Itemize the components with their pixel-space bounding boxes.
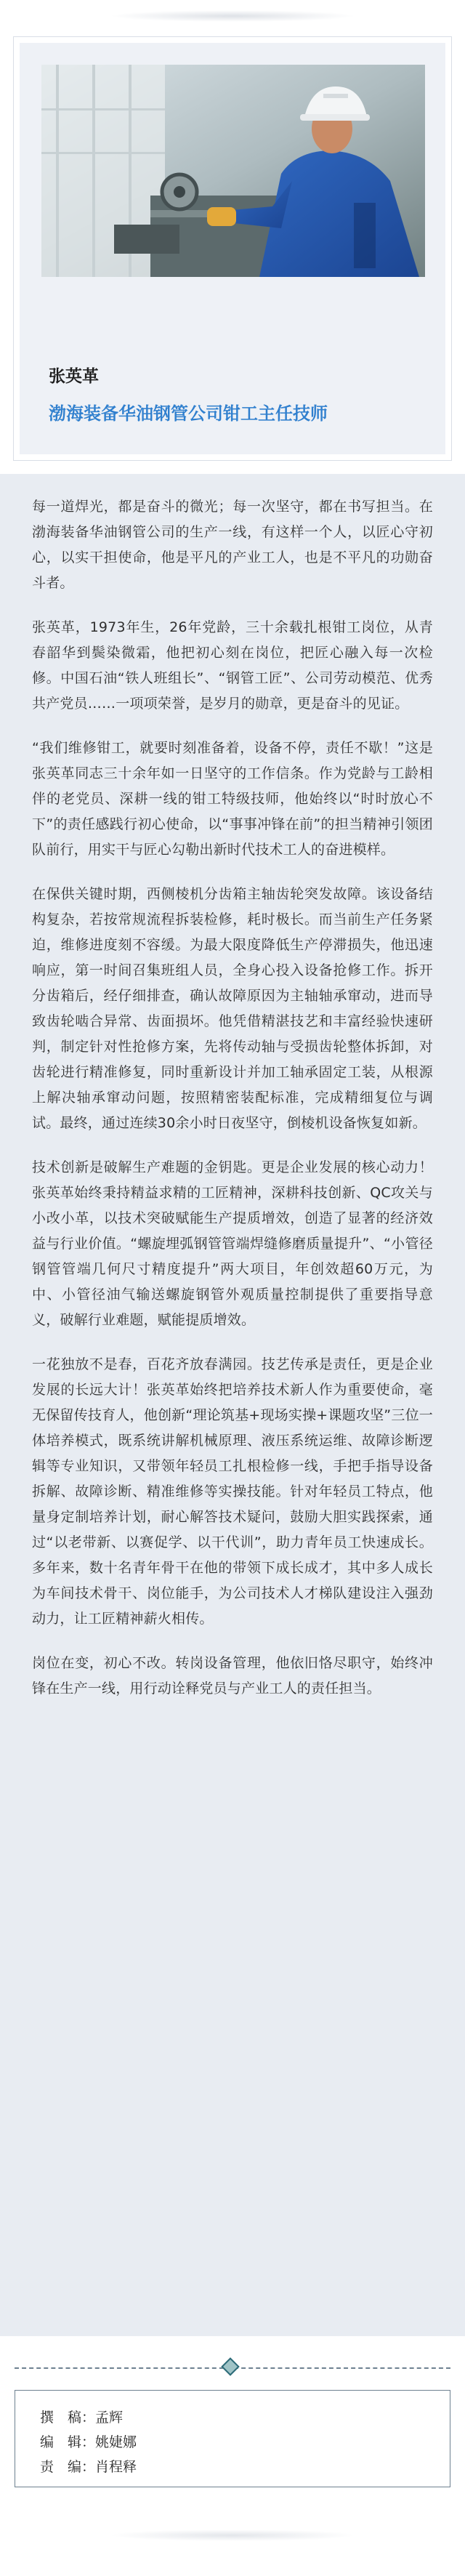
credit-editor bbox=[40, 2431, 137, 2451]
credit-chief-editor bbox=[40, 2456, 137, 2476]
credit-writer-label: 撰 稿： bbox=[40, 2410, 96, 2426]
bottom-ornament bbox=[0, 2522, 465, 2576]
credit-editor-label: 编 辑： bbox=[40, 2434, 96, 2450]
article-paragraph: 在保供关键时期，西侧棱机分齿箱主轴齿轮突发故障。该设备结构复杂，若按常规流程拆装检修，耗时极长。而当前生产任务紧迫，维修进度刻不容缓。为最大限度降低生产停滞损失，他迅速响应，第一时间召集班组人员，全身心投入设备抢修工作。拆开分齿箱后，经仔细排查，确认故障原因为主轴轴承窜动，进而导致齿轮啮合异常、齿面损坏。他凭借精湛技艺和丰富经验快速研判，制定针对性抢修方案，先将传动轴与受损齿轮整体拆卸，对齿轮进行精准修复，同时重新设计并加工轴承固定工装，从根源上解决轴承窜动问题，按照精密装配标准，完成精细复位与调试。最终，通过连续30余小时日夜坚守，倒棱机设备恢复如新。 bbox=[32, 886, 433, 1131]
article-paragraph: 每一道焊光，都是奋斗的微光；每一次坚守，都在书写担当。在渤海装备华油钢管公司的生产一线，有这样一个人，以匠心守初心，以实干担使命，他是平凡的产业工人，也是不平凡的功勋奋斗者。 bbox=[32, 499, 433, 591]
credits-box bbox=[15, 2390, 450, 2487]
profile-title: 渤海装备华油钢管公司钳工主任技师 bbox=[49, 403, 328, 424]
credit-editor-name: 姚婕娜 bbox=[95, 2434, 137, 2450]
article-body bbox=[0, 474, 465, 2336]
credit-writer-name: 孟辉 bbox=[95, 2410, 124, 2426]
article-paragraph: 一花独放不是春，百花齐放春满园。技艺传承是责任，更是企业发展的长远大计！张英革始终把培养技术新人作为重要使命，毫无保留传技育人，他创新“理论筑基+现场实操+课题攻坚”三位一体培养模式，既系统讲解机械原理、液压系统运维、故障诊断逻辑等专业知识，又带领年轻员工扎根检修一线，手把手指导设备拆解、故障诊断、精准维修等实操技能。针对年轻员工特点，他量身定制培养计划，耐心解答技术疑问，鼓励大胆实践探索，通过“以老带新、以赛促学、以干代训”，助力青年员工快速成长。多年来，数十名青年骨干在他的带领下成长成才，其中多人成长为车间技术骨干、岗位能手，为公司技术人才梯队建设注入强劲动力，让工匠精神薪火相传。 bbox=[32, 1356, 433, 1627]
article-paragraph: 技术创新是破解生产难题的金钥匙。更是企业发展的核心动力！张英革始终秉持精益求精的工匠精神，深耕科技创新、QC攻关与小改小革，以技术突破赋能生产提质增效，创造了显著的经济效益与行业价值。“螺旋埋弧钢管管端焊缝修磨质量提升”、“小管径钢管管端几何尺寸精度提升”两大项目，年创效超60万元，为中、小管径油气输送螺旋钢管外观质量控制提供了重要指导意义，破解行业难题，赋能提质增效。 bbox=[32, 1159, 433, 1328]
article-paragraph: 岗位在变，初心不改。转岗设备管理，他依旧恪尽职守，始终冲锋在生产一线，用行动诠释党员与产业工人的责任担当。 bbox=[32, 1655, 433, 1696]
profile-card bbox=[13, 36, 452, 461]
credit-chief-label: 责 编： bbox=[40, 2459, 96, 2475]
credit-writer bbox=[40, 2407, 123, 2426]
worker-photo-illustration bbox=[41, 65, 425, 277]
section-divider bbox=[15, 2359, 450, 2377]
top-ornament bbox=[0, 0, 465, 25]
article-text bbox=[32, 494, 433, 1720]
diamond-ornament-icon bbox=[221, 2357, 239, 2375]
profile-card-inner bbox=[20, 43, 445, 454]
bottom-shadow bbox=[109, 2529, 356, 2541]
profile-name: 张英革 bbox=[49, 367, 99, 386]
credit-chief-name: 肖程释 bbox=[95, 2459, 137, 2475]
worker-photo bbox=[41, 65, 425, 277]
article-paragraph: “我们维修钳工，就要时刻准备着，设备不停，责任不歇！”这是张英革同志三十余年如一日坚守的工作信条。作为党龄与工龄相伴的老党员、深耕一线的钳工特级技师，他始终以“时时放心不下”的责任感践行初心使命，以“事事冲锋在前”的担当精神引领团队前行，用实干与匠心勾勒出新时代技术工人的奋进模样。 bbox=[32, 740, 433, 858]
article-paragraph: 张英革，1973年生，26年党龄，三十余载扎根钳工岗位，从青春韶华到鬓染微霜，他把初心刻在岗位，把匠心融入每一次检修。中国石油“铁人班组长”、“钢管工匠”、公司劳动模范、优秀共产党员……一项项荣誉，是岁月的勋章，更是奋斗的见证。 bbox=[32, 619, 433, 712]
top-shadow bbox=[109, 10, 356, 22]
